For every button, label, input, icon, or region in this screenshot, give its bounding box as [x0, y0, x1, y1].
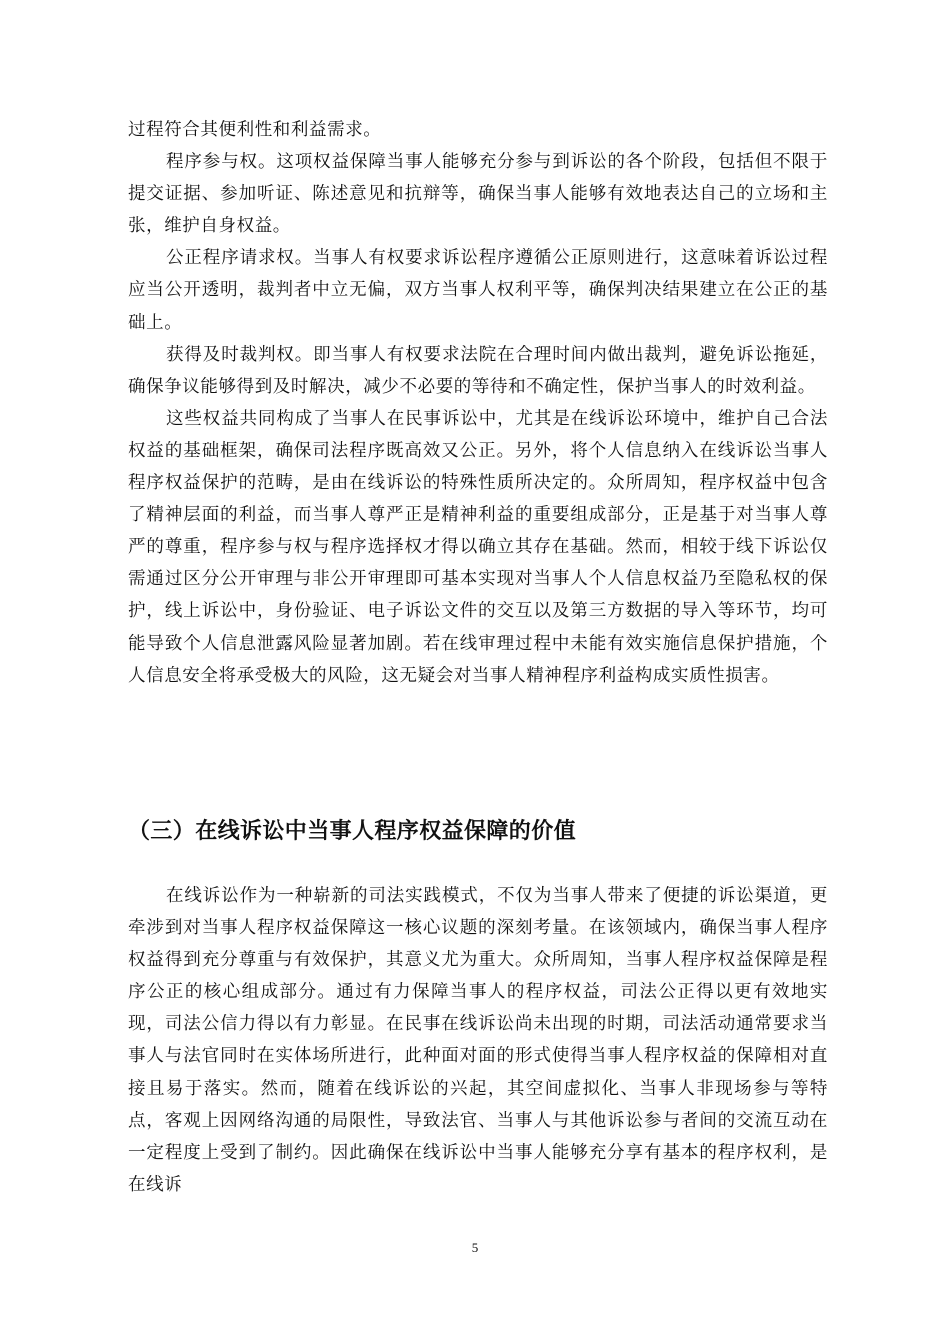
section-heading: （三）在线诉讼中当事人程序权益保障的价值 [128, 819, 577, 844]
paragraph-participation-right: 程序参与权。这项权益保障当事人能够充分参与到诉讼的各个阶段，包括但不限于提交证据、参加听证、陈述意见和抗辩等，确保当事人能够有效地表达自己的立场和主张，维护自身权益。 [128, 152, 828, 237]
paragraph-continuation: 过程符合其便利性和利益需求。 [128, 120, 382, 140]
paragraph-online-litigation-value: 在线诉讼作为一种崭新的司法实践模式，不仅为当事人带来了便捷的诉讼渠道，更牵涉到对当事人程序权益保障这一核心议题的深刻考量。在该领域内，确保当事人程序权益得到充分尊重与有效保护，其意义尤为重大。众所周知，当事人程序权益保障是程序公正的核心组成部分。通过有力保障当事人的程序权益，司法公正得以更有效地实现，司法公信力得以有力彰显。在民事在线诉讼尚未出现的时期，司法活动通常要求当事人与法官同时在实体场所进行，此种面对面的形式使得当事人程序权益的保障相对直接且易于落实。然而，随着在线诉讼的兴起，其空间虚拟化、当事人非现场参与等特点，客观上因网络沟通的局限性，导致法官、当事人与其他诉讼参与者间的交流互动在一定程度上受到了制约。因此确保在线诉讼中当事人能够充分享有基本的程序权利，是在线诉 [128, 886, 828, 1195]
page-number: 5 [471, 1240, 479, 1255]
paragraph-fair-procedure-right: 公正程序请求权。当事人有权要求诉讼程序遵循公正原则进行，这意味着诉讼过程应当公开透明，裁判者中立无偏，双方当事人权利平等，确保判决结果建立在公正的基础上。 [128, 248, 828, 333]
paragraph-rights-framework: 这些权益共同构成了当事人在民事诉讼中，尤其是在线诉讼环境中，维护自己合法权益的基础框架，确保司法程序既高效又公正。另外，将个人信息纳入在线诉讼当事人程序权益保护的范畴，是由在线诉讼的特殊性质所决定的。众所周知，程序权益中包含了精神层面的利益，而当事人尊严正是精神利益的重要组成部分，正是基于对当事人尊严的尊重，程序参与权与程序选择权才得以确立其存在基础。然而，相较于线下诉讼仅需通过区分公开审理与非公开审理即可基本实现对当事人个人信息权益乃至隐私权的保护，线上诉讼中，身份验证、电子诉讼文件的交互以及第三方数据的导入等环节，均可能导致个人信息泄露风险显著加剧。若在线审理过程中未能有效实施信息保护措施，个人信息安全将承受极大的风险，这无疑会对当事人精神程序利益构成实质性损害。 [128, 408, 828, 686]
body-text-bottom [128, 880, 828, 1201]
paragraph-timely-judgment-right: 获得及时裁判权。即当事人有权要求法院在合理时间内做出裁判，避免诉讼拖延，确保争议能够得到及时解决，减少不必要的等待和不确定性，保护当事人的时效利益。 [128, 344, 828, 397]
body-text-top [128, 114, 828, 692]
